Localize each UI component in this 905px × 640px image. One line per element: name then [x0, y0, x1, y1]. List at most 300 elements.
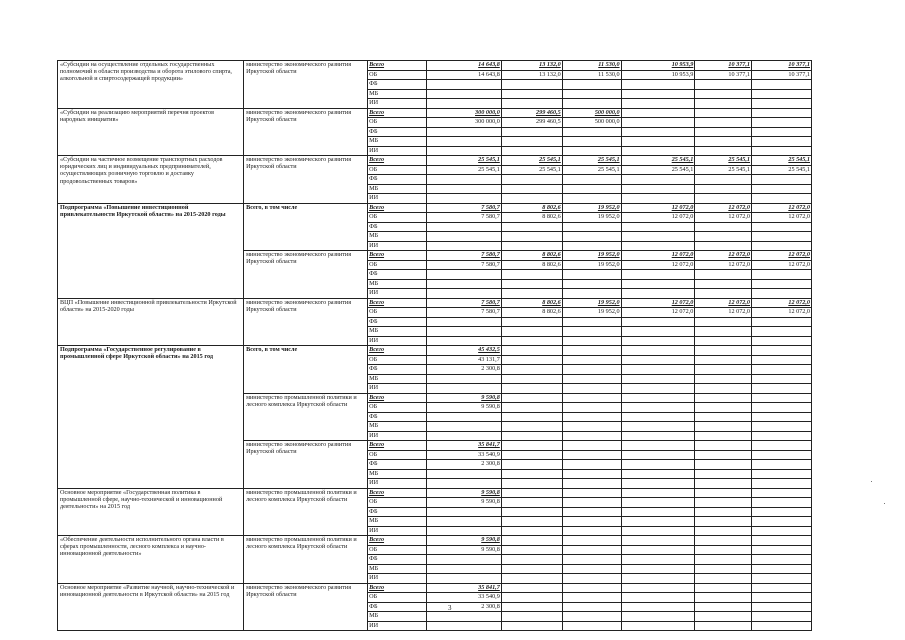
amount-cell — [501, 374, 562, 384]
amount-cell — [621, 450, 695, 460]
amount-cell: 25 545,1 — [501, 156, 562, 166]
amount-cell — [752, 346, 812, 356]
amount-cell — [426, 184, 501, 194]
amount-cell — [501, 336, 562, 346]
amount-cell: 11 530,0 — [562, 70, 621, 80]
amount-cell — [695, 574, 752, 584]
amount-cell — [562, 450, 621, 460]
amount-cell — [426, 127, 501, 137]
amount-cell — [562, 422, 621, 432]
amount-cell — [621, 289, 695, 299]
amount-cell — [695, 289, 752, 299]
amount-cell — [501, 99, 562, 109]
amount-cell: 25 545,1 — [695, 156, 752, 166]
scan-speck — [884, 503, 885, 504]
funding-source: МБ — [368, 374, 427, 384]
amount-cell — [621, 336, 695, 346]
amount-cell — [562, 498, 621, 508]
table-row-group-start — [58, 583, 812, 593]
amount-cell: 2 300,8 — [426, 460, 501, 470]
amount-cell — [426, 555, 501, 565]
amount-cell — [621, 137, 695, 147]
amount-cell — [752, 184, 812, 194]
amount-cell — [562, 270, 621, 280]
amount-cell — [695, 99, 752, 109]
amount-cell — [501, 441, 562, 451]
funding-source: Всего — [368, 61, 427, 71]
amount-cell — [426, 175, 501, 185]
amount-cell — [562, 460, 621, 470]
amount-cell — [501, 232, 562, 242]
amount-cell: 19 952,0 — [562, 308, 621, 318]
amount-cell: 10 953,9 — [621, 70, 695, 80]
amount-cell — [562, 412, 621, 422]
funding-source: ОБ — [368, 498, 427, 508]
amount-cell — [621, 127, 695, 137]
amount-cell — [501, 127, 562, 137]
amount-cell — [695, 488, 752, 498]
amount-cell — [501, 431, 562, 441]
amount-cell: 12 072,0 — [752, 213, 812, 223]
amount-cell — [695, 184, 752, 194]
amount-cell — [562, 127, 621, 137]
amount-cell — [621, 346, 695, 356]
amount-cell — [752, 175, 812, 185]
funding-source: Всего — [368, 108, 427, 118]
amount-cell — [621, 222, 695, 232]
amount-cell: 299 460,5 — [501, 108, 562, 118]
amount-cell — [621, 412, 695, 422]
table-row-group-start — [58, 488, 812, 498]
amount-cell — [562, 175, 621, 185]
amount-cell — [695, 146, 752, 156]
funding-source: ФБ — [368, 317, 427, 327]
amount-cell: 12 072,0 — [621, 203, 695, 213]
amount-cell — [621, 327, 695, 337]
amount-cell — [501, 412, 562, 422]
budget-table — [57, 60, 812, 631]
page-number: 3 — [448, 604, 452, 612]
amount-cell — [501, 555, 562, 565]
amount-cell — [501, 526, 562, 536]
amount-cell — [621, 355, 695, 365]
amount-cell: 25 545,1 — [621, 156, 695, 166]
amount-cell — [426, 412, 501, 422]
amount-cell: 12 072,0 — [752, 260, 812, 270]
amount-cell — [426, 327, 501, 337]
table-body — [58, 61, 812, 631]
funding-source: Всего — [368, 441, 427, 451]
amount-cell — [695, 89, 752, 99]
funding-source: Всего — [368, 536, 427, 546]
amount-cell — [695, 564, 752, 574]
amount-cell: 33 540,9 — [426, 593, 501, 603]
amount-cell — [562, 621, 621, 631]
amount-cell — [501, 355, 562, 365]
amount-cell — [562, 232, 621, 242]
amount-cell: 8 802,6 — [501, 213, 562, 223]
amount-cell: 13 132,0 — [501, 61, 562, 71]
amount-cell — [562, 146, 621, 156]
amount-cell: 12 072,0 — [752, 308, 812, 318]
amount-cell — [501, 289, 562, 299]
amount-cell — [695, 441, 752, 451]
amount-cell: 12 072,0 — [695, 298, 752, 308]
funding-source: Всего — [368, 298, 427, 308]
amount-cell — [695, 555, 752, 565]
amount-cell — [695, 346, 752, 356]
amount-cell — [752, 574, 812, 584]
funding-source: ФБ — [368, 460, 427, 470]
amount-cell: 12 072,0 — [695, 251, 752, 261]
funding-source: ФБ — [368, 507, 427, 517]
funding-source: МБ — [368, 137, 427, 147]
amount-cell — [695, 222, 752, 232]
amount-cell — [621, 146, 695, 156]
amount-cell — [695, 412, 752, 422]
amount-cell — [426, 469, 501, 479]
executor-cell: министерство экономического развития Иркутской области — [244, 251, 368, 299]
funding-source: МБ — [368, 469, 427, 479]
amount-cell: 25 545,1 — [752, 165, 812, 175]
amount-cell: 2 300,8 — [426, 602, 501, 612]
table-row-group-start — [58, 108, 812, 118]
amount-cell — [752, 108, 812, 118]
amount-cell — [426, 99, 501, 109]
funding-source: МБ — [368, 327, 427, 337]
amount-cell — [695, 137, 752, 147]
funding-source: ИИ — [368, 526, 427, 536]
amount-cell — [501, 317, 562, 327]
amount-cell — [621, 621, 695, 631]
funding-source: ОБ — [368, 70, 427, 80]
amount-cell — [621, 194, 695, 204]
funding-source: ОБ — [368, 403, 427, 413]
amount-cell — [501, 346, 562, 356]
funding-source: ФБ — [368, 602, 427, 612]
amount-cell — [752, 365, 812, 375]
amount-cell: 9 590,8 — [426, 393, 501, 403]
amount-cell — [752, 431, 812, 441]
funding-source: Всего — [368, 251, 427, 261]
amount-cell — [695, 469, 752, 479]
funding-source: ФБ — [368, 222, 427, 232]
amount-cell — [621, 564, 695, 574]
amount-cell: 12 072,0 — [621, 298, 695, 308]
executor-cell: министерство промышленной политики и лесного комплекса Иркутской области — [244, 536, 368, 584]
amount-cell — [752, 441, 812, 451]
amount-cell — [426, 431, 501, 441]
program-description: Подпрограмма «Государственное регулирование в промышленной сфере Иркутской области» на 2015 год — [58, 346, 244, 489]
amount-cell — [426, 289, 501, 299]
amount-cell — [695, 336, 752, 346]
amount-cell — [426, 526, 501, 536]
amount-cell — [501, 403, 562, 413]
amount-cell — [426, 336, 501, 346]
amount-cell — [562, 346, 621, 356]
amount-cell — [752, 384, 812, 394]
amount-cell — [562, 441, 621, 451]
amount-cell — [752, 621, 812, 631]
amount-cell — [621, 555, 695, 565]
funding-source: ФБ — [368, 175, 427, 185]
amount-cell — [562, 241, 621, 251]
program-description: «Субсидии на осуществление отдельных государственных полномочий в области производства и оборота этилового спирта, алкогольной и спиртосодержащей продукции» — [58, 61, 244, 109]
amount-cell: 14 643,8 — [426, 61, 501, 71]
amount-cell — [621, 365, 695, 375]
amount-cell — [501, 146, 562, 156]
amount-cell — [562, 137, 621, 147]
program-description: «Обеспечение деятельности исполнительного органа власти в сферах промышленности, лесного комплекса и научно-инновационной деятельности» — [58, 536, 244, 584]
amount-cell: 19 952,0 — [562, 251, 621, 261]
amount-cell — [695, 175, 752, 185]
amount-cell — [562, 517, 621, 527]
amount-cell — [621, 241, 695, 251]
amount-cell — [752, 545, 812, 555]
amount-cell — [695, 403, 752, 413]
amount-cell — [695, 355, 752, 365]
amount-cell: 19 952,0 — [562, 260, 621, 270]
amount-cell — [752, 232, 812, 242]
amount-cell: 7 580,7 — [426, 213, 501, 223]
amount-cell — [562, 612, 621, 622]
amount-cell: 10 377,1 — [752, 70, 812, 80]
amount-cell — [621, 507, 695, 517]
executor-cell: министерство экономического развития Иркутской области — [244, 298, 368, 346]
amount-cell — [501, 517, 562, 527]
amount-cell — [501, 270, 562, 280]
executor-cell: министерство промышленной политики и лесного комплекса Иркутской области — [244, 393, 368, 441]
amount-cell — [426, 517, 501, 527]
amount-cell — [426, 194, 501, 204]
amount-cell — [562, 393, 621, 403]
amount-cell — [621, 488, 695, 498]
amount-cell: 12 072,0 — [621, 260, 695, 270]
amount-cell — [621, 279, 695, 289]
program-description: «Субсидии на реализацию мероприятий перечня проектов народных инициатив» — [58, 108, 244, 156]
amount-cell: 300 000,0 — [426, 108, 501, 118]
amount-cell — [752, 602, 812, 612]
amount-cell — [562, 507, 621, 517]
funding-source: ИИ — [368, 621, 427, 631]
amount-cell — [695, 270, 752, 280]
amount-cell: 9 590,8 — [426, 488, 501, 498]
funding-source: ОБ — [368, 450, 427, 460]
amount-cell — [752, 593, 812, 603]
amount-cell — [695, 393, 752, 403]
amount-cell — [426, 374, 501, 384]
amount-cell — [752, 374, 812, 384]
amount-cell — [501, 241, 562, 251]
amount-cell: 10 953,9 — [621, 61, 695, 71]
amount-cell — [621, 574, 695, 584]
amount-cell — [752, 412, 812, 422]
amount-cell — [752, 479, 812, 489]
amount-cell: 7 580,7 — [426, 308, 501, 318]
amount-cell — [752, 498, 812, 508]
amount-cell — [695, 526, 752, 536]
amount-cell: 500 000,0 — [562, 118, 621, 128]
amount-cell — [501, 621, 562, 631]
amount-cell: 12 072,0 — [621, 213, 695, 223]
amount-cell — [562, 488, 621, 498]
amount-cell — [501, 545, 562, 555]
amount-cell: 25 545,1 — [562, 165, 621, 175]
amount-cell: 25 545,1 — [501, 165, 562, 175]
amount-cell — [695, 593, 752, 603]
funding-source: МБ — [368, 232, 427, 242]
executor-cell: министерство экономического развития Иркутской области — [244, 156, 368, 204]
amount-cell — [562, 99, 621, 109]
amount-cell — [752, 289, 812, 299]
amount-cell — [752, 99, 812, 109]
amount-cell — [621, 422, 695, 432]
funding-source: ИИ — [368, 146, 427, 156]
amount-cell — [562, 184, 621, 194]
amount-cell — [695, 536, 752, 546]
amount-cell: 12 072,0 — [752, 203, 812, 213]
executor-cell: министерство экономического развития Иркутской области — [244, 61, 368, 109]
amount-cell — [752, 612, 812, 622]
amount-cell: 300 000,0 — [426, 118, 501, 128]
funding-source: ФБ — [368, 127, 427, 137]
amount-cell — [562, 317, 621, 327]
amount-cell — [562, 80, 621, 90]
amount-cell — [501, 574, 562, 584]
funding-source: ОБ — [368, 593, 427, 603]
amount-cell — [752, 146, 812, 156]
amount-cell — [501, 564, 562, 574]
amount-cell — [752, 137, 812, 147]
amount-cell — [752, 355, 812, 365]
amount-cell — [562, 479, 621, 489]
amount-cell — [752, 317, 812, 327]
funding-source: Всего — [368, 583, 427, 593]
amount-cell — [426, 232, 501, 242]
amount-cell: 9 590,8 — [426, 545, 501, 555]
amount-cell — [621, 99, 695, 109]
amount-cell — [501, 498, 562, 508]
amount-cell — [621, 184, 695, 194]
amount-cell: 12 072,0 — [752, 298, 812, 308]
amount-cell — [695, 621, 752, 631]
amount-cell — [562, 222, 621, 232]
amount-cell: 25 545,1 — [695, 165, 752, 175]
amount-cell: 10 377,1 — [695, 61, 752, 71]
funding-source: МБ — [368, 422, 427, 432]
funding-source: Всего — [368, 346, 427, 356]
funding-source: МБ — [368, 89, 427, 99]
amount-cell — [621, 270, 695, 280]
amount-cell — [501, 479, 562, 489]
amount-cell — [695, 583, 752, 593]
amount-cell — [752, 222, 812, 232]
amount-cell — [621, 89, 695, 99]
amount-cell — [752, 507, 812, 517]
amount-cell: 7 580,7 — [426, 298, 501, 308]
funding-source: ИИ — [368, 336, 427, 346]
amount-cell — [752, 517, 812, 527]
amount-cell: 8 802,6 — [501, 298, 562, 308]
amount-cell: 12 072,0 — [621, 308, 695, 318]
amount-cell — [501, 583, 562, 593]
program-description: Подпрограмма «Повышение инвестиционной привлекательности Иркутской области» на 2015-2020 годы — [58, 203, 244, 298]
amount-cell — [695, 118, 752, 128]
amount-cell — [752, 270, 812, 280]
amount-cell — [621, 498, 695, 508]
amount-cell — [501, 222, 562, 232]
amount-cell — [562, 289, 621, 299]
table-row-group-start — [58, 156, 812, 166]
amount-cell — [562, 583, 621, 593]
table-row-group-start — [58, 61, 812, 71]
amount-cell — [752, 460, 812, 470]
amount-cell — [695, 422, 752, 432]
amount-cell — [621, 108, 695, 118]
amount-cell — [501, 393, 562, 403]
amount-cell — [621, 517, 695, 527]
funding-source: ОБ — [368, 165, 427, 175]
amount-cell — [501, 593, 562, 603]
amount-cell — [752, 450, 812, 460]
amount-cell — [426, 137, 501, 147]
amount-cell — [426, 612, 501, 622]
amount-cell — [752, 241, 812, 251]
amount-cell: 8 802,6 — [501, 203, 562, 213]
amount-cell — [695, 317, 752, 327]
amount-cell — [621, 232, 695, 242]
amount-cell — [562, 469, 621, 479]
amount-cell: 33 540,9 — [426, 450, 501, 460]
amount-cell: 19 952,0 — [562, 213, 621, 223]
amount-cell: 500 000,0 — [562, 108, 621, 118]
amount-cell: 8 802,6 — [501, 251, 562, 261]
amount-cell — [752, 393, 812, 403]
amount-cell — [621, 80, 695, 90]
amount-cell — [752, 127, 812, 137]
amount-cell — [695, 279, 752, 289]
amount-cell — [562, 365, 621, 375]
amount-cell — [501, 137, 562, 147]
amount-cell — [501, 469, 562, 479]
table-row-group-start — [58, 346, 812, 356]
amount-cell — [562, 89, 621, 99]
amount-cell — [426, 384, 501, 394]
funding-source: ФБ — [368, 555, 427, 565]
amount-cell — [752, 194, 812, 204]
amount-cell: 12 072,0 — [752, 251, 812, 261]
amount-cell — [501, 175, 562, 185]
amount-cell — [501, 602, 562, 612]
amount-cell — [695, 194, 752, 204]
executor-cell: министерство экономического развития Иркутской области — [244, 441, 368, 489]
amount-cell — [501, 279, 562, 289]
amount-cell — [621, 374, 695, 384]
table-row-group-start — [58, 298, 812, 308]
amount-cell — [562, 545, 621, 555]
amount-cell — [501, 89, 562, 99]
amount-cell: 13 132,0 — [501, 70, 562, 80]
amount-cell — [621, 118, 695, 128]
amount-cell — [501, 327, 562, 337]
amount-cell — [426, 241, 501, 251]
amount-cell — [695, 108, 752, 118]
amount-cell — [752, 403, 812, 413]
program-description: ВЦП «Повышение инвестиционной привлекательности Иркутской области» на 2015-2020 годы — [58, 298, 244, 346]
amount-cell — [752, 80, 812, 90]
amount-cell: 12 072,0 — [695, 308, 752, 318]
amount-cell: 43 131,7 — [426, 355, 501, 365]
